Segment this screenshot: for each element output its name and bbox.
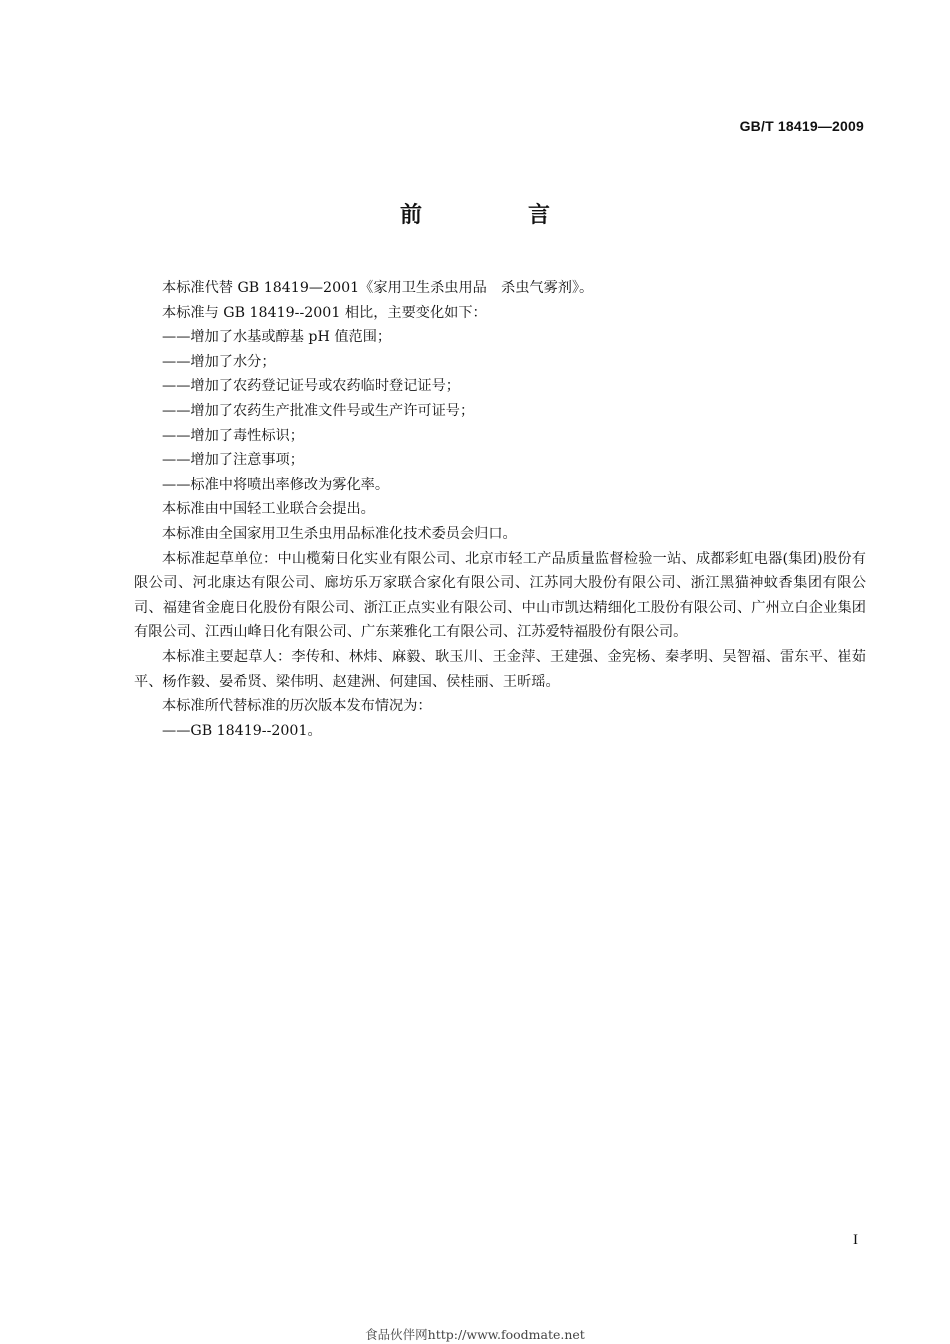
- page-title: 前 言: [399, 203, 592, 228]
- paragraph-committee: 本标准由全国家用卫生杀虫用品标准化技术委员会归口。: [162, 525, 517, 542]
- list-item: ——增加了注意事项；: [162, 452, 304, 469]
- paragraph-proposer: 本标准由中国轻工业联合会提出。: [162, 501, 375, 518]
- list-item: ——增加了农药登记证号或农药临时登记证号；: [162, 378, 460, 395]
- paragraph-drafting-units: 本标准起草单位：中山榄菊日化实业有限公司、北京市轻工产品质量监督检验一站、成都彩虹电器(集团)股份有限公司、河北康达有限公司、廊坊乐万家联合家化有限公司、江苏同大股份有限公司、浙江黑猫神蚊香集团有限公司、福建省金鹿日化股份有限公司、浙江正点实业有限公司、中山市凯达精细化工股份有限公司、广州立白企业集团有限公司、江西山峰日化有限公司、广东莱雅化工有限公司、江苏爱特福股份有限公司。: [134, 550, 866, 641]
- paragraph-drafters: 本标准主要起草人：李传和、林炜、麻毅、耿玉川、王金萍、王建强、金宪杨、秦孝明、吴智福、雷东平、崔茹平、杨作毅、晏希贤、梁伟明、赵建洲、何建国、侯桂丽、王昕瑶。: [134, 648, 866, 690]
- page-number: I: [853, 1232, 858, 1248]
- list-item: ——增加了水基或醇基 pH 值范围；: [162, 329, 392, 346]
- watermark: 食品伙伴网http://www.foodmate.net: [365, 1327, 585, 1342]
- paragraph-replaces: 本标准代替 GB 18419—2001《家用卫生杀虫用品 杀虫气雾剂》。: [162, 280, 594, 296]
- list-item: ——增加了水分；: [162, 353, 276, 370]
- standard-number: GB/T 18419—2009: [739, 118, 864, 134]
- list-item: ——标准中将喷出率修改为雾化率。: [162, 476, 390, 493]
- paragraph-changes-intro: 本标准与 GB 18419--2001 相比，主要变化如下：: [162, 304, 487, 321]
- list-item: ——增加了毒性标识；: [162, 427, 304, 444]
- list-item: ——GB 18419--2001。: [162, 722, 322, 739]
- paragraph-history-intro: 本标准所代替标准的历次版本发布情况为：: [162, 698, 432, 715]
- list-item: ——增加了农药生产批准文件号或生产许可证号；: [162, 402, 475, 419]
- foreword-body: [134, 276, 866, 743]
